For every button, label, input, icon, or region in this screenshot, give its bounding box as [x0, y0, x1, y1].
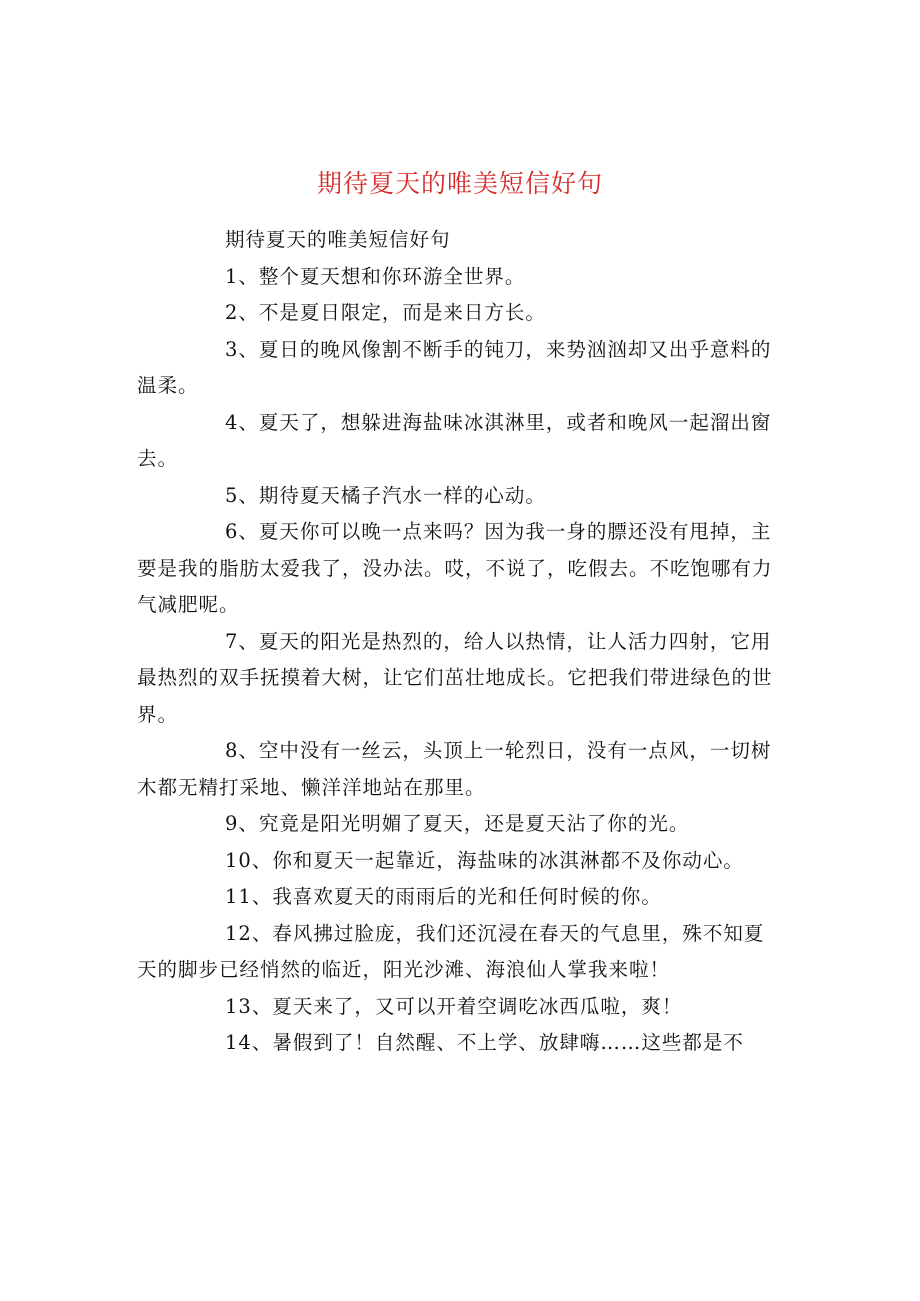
document-title: 期待夏天的唯美短信好句: [316, 169, 603, 198]
paragraph-item-5: 5、期待夏天橘子汽水一样的心动。: [225, 483, 546, 507]
paragraph-item-11: 11、我喜欢夏天的雨雨后的光和任何时候的你。: [225, 885, 662, 908]
paragraph-item-14: 14、暑假到了！自然醒、不上学、放肆嗨……这些都是不: [225, 1031, 744, 1054]
paragraph-item-7: 7、夏天的阳光是热烈的，给人以热情，让人活力四射，它用最热烈的双手抚摸着大树，让它们茁壮地成长。它把我们带进绿色的世界。: [137, 629, 773, 726]
paragraph-item-8: 8、空中没有一丝云，头顶上一轮烈日，没有一点风，一切树木都无精打采地、懒洋洋地站在那里。: [137, 739, 772, 799]
paragraph-item-4: 4、夏天了，想躲进海盐味冰淇淋里，或者和晚风一起溜出窗去。: [137, 410, 772, 470]
paragraph-item-3: 3、夏日的晚风像割不断手的钝刀，来势汹汹却又出乎意料的温柔。: [137, 337, 772, 397]
paragraph-item-2: 2、不是夏日限定，而是来日方长。: [225, 301, 546, 324]
paragraph-item-13: 13、夏天来了，又可以开着空调吃冰西瓜啦，爽！: [225, 994, 683, 1018]
document-body: [137, 222, 783, 1062]
paragraph-subtitle: 期待夏天的唯美短信好句: [225, 228, 451, 251]
paragraph-item-9: 9、究竟是阳光明媚了夏天，还是夏天沾了你的光。: [225, 812, 690, 835]
paragraph-item-6: 6、夏天你可以晚一点来吗？因为我一身的膘还没有甩掉，主要是我的脂肪太爱我了，没办法。哎，不说了，吃假去。不吃饱哪有力气减肥呢。: [137, 520, 773, 616]
paragraph-item-10: 10、你和夏天一起靠近，海盐味的冰淇淋都不及你动心。: [225, 848, 744, 872]
paragraph-item-12: 12、春风拂过脸庞，我们还沉浸在春天的气息里，殊不知夏天的脚步已经悄然的临近，阳光沙滩、海浪仙人掌我来啦！: [137, 921, 765, 981]
paragraph-item-1: 1、整个夏天想和你环游全世界。: [225, 264, 526, 288]
